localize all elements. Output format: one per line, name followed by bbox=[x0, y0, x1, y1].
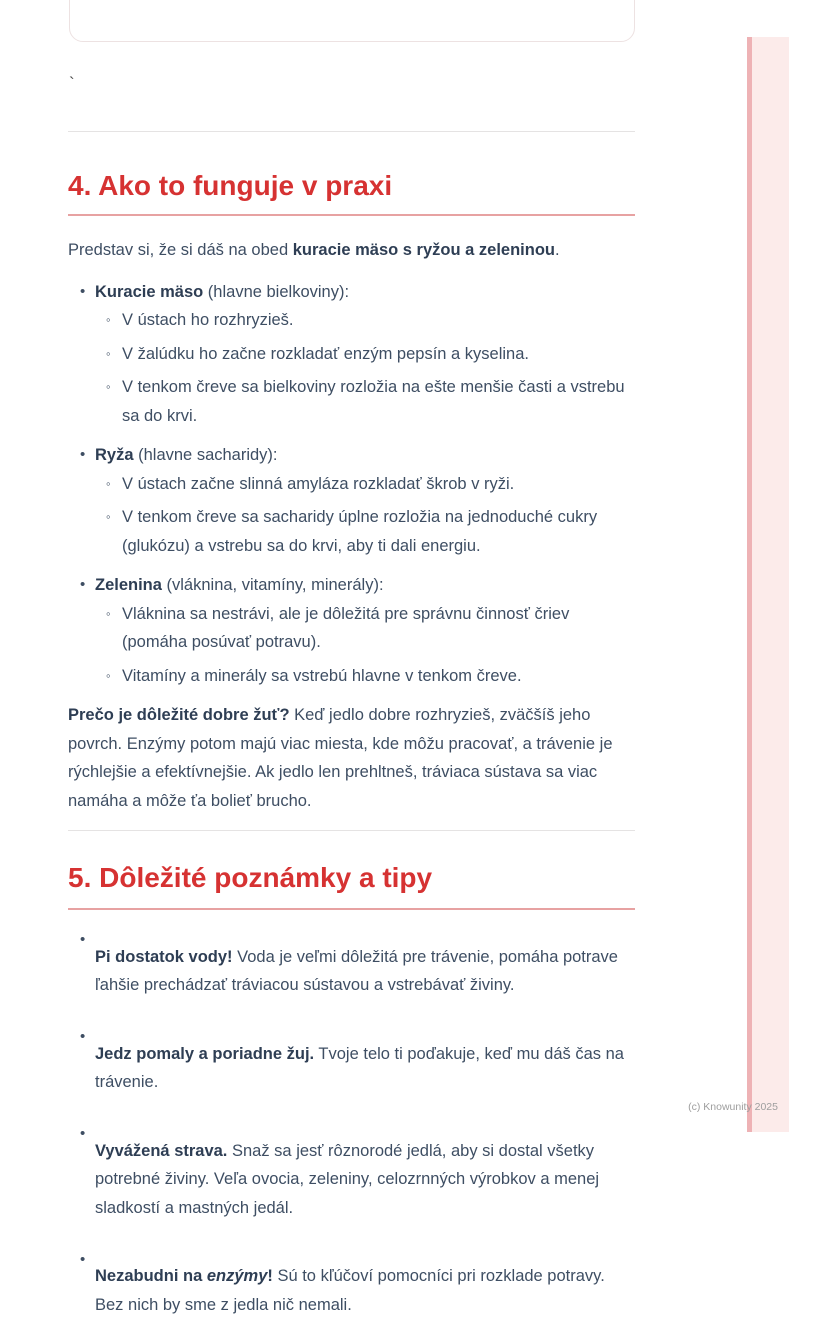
circle-bullet-icon: ◦ bbox=[106, 475, 111, 491]
tip-text: Sú to kľúčoví pomocníci pri rozklade potravy. Bez nich by sme z jedla nič nemali. bbox=[95, 1267, 605, 1314]
side-accent-bar bbox=[747, 37, 789, 1132]
circle-bullet-icon: ◦ bbox=[106, 509, 111, 524]
sub-item-text: V ústach ho rozhryzieš. bbox=[122, 311, 294, 329]
tip-text: Tvoje telo ti poďakuje, keď mu dáš čas na trávenie. bbox=[95, 1044, 624, 1091]
intro-text: Predstav si, že si dáš na obed bbox=[68, 241, 293, 259]
tip-text: Snaž sa jesť rôznorodé jedlá, aby si dostal všetky potrebné živiny. Veľa ovocia, zeleniny, celozrnných výrobkov a menej sladkostí a mastných jedál. bbox=[95, 1141, 600, 1217]
list-item bbox=[68, 1246, 635, 1336]
tip-bold-tail: ! bbox=[267, 1267, 273, 1285]
circle-bullet-icon: ◦ bbox=[106, 379, 111, 394]
section-4-heading: 4. Ako to funguje v praxi bbox=[68, 169, 635, 216]
sub-list-item bbox=[106, 340, 635, 369]
bullet-icon: • bbox=[80, 1125, 86, 1142]
sub-item-text: V tenkom čreve sa bielkoviny rozložia na ešte menšie časti a vstrebu sa do krvi. bbox=[122, 378, 625, 425]
tip-text: Voda je veľmi dôležitá pre trávenie, pomáha potrave ľahšie prechádzať tráviacou sústavou a vstrebávať živiny. bbox=[95, 947, 618, 994]
footer-credit: (c) Knowunity 2025 bbox=[688, 1101, 778, 1113]
list-item bbox=[68, 278, 635, 431]
content-column bbox=[68, 0, 635, 1343]
list-item bbox=[68, 1023, 635, 1113]
list-item bbox=[68, 571, 635, 690]
sub-item-text: V žalúdku ho začne rozkladať enzým pepsín a kyselina. bbox=[122, 344, 529, 363]
bullet-icon: • bbox=[80, 576, 86, 593]
sub-list-item bbox=[106, 600, 635, 657]
bullet-list bbox=[68, 278, 635, 691]
stray-backtick: ` bbox=[69, 74, 75, 93]
sub-item-text: V tenkom čreve sa sacharidy úplne rozložia na jednoduché cukry (glukózu) a vstrebu sa do krvi, aby ti dali energiu. bbox=[122, 508, 598, 555]
section-4-intro bbox=[68, 236, 635, 265]
item-lead-rest: (hlavne sacharidy): bbox=[133, 446, 278, 464]
item-lead-rest: (hlavne bielkoviny): bbox=[203, 282, 350, 301]
item-lead bbox=[68, 278, 635, 307]
sub-list bbox=[106, 306, 635, 430]
tip-bold: Jedz pomaly a poriadne žuj. bbox=[95, 1044, 315, 1063]
sub-list bbox=[106, 600, 635, 691]
item-lead bbox=[68, 441, 635, 470]
item-lead-rest: (vláknina, vitamíny, minerály): bbox=[161, 576, 384, 594]
bullet-icon: • bbox=[80, 1028, 86, 1045]
item-lead-bold: Kuracie mäso bbox=[95, 282, 204, 301]
tips-list bbox=[68, 926, 635, 1336]
bullet-icon: • bbox=[80, 1250, 86, 1268]
list-item bbox=[68, 441, 635, 560]
item-lead bbox=[68, 571, 635, 600]
item-lead-bold: Ryža bbox=[95, 446, 134, 464]
intro-bold-text: kuracie mäso s ryžou a zeleninou bbox=[292, 241, 555, 259]
list-item bbox=[68, 926, 635, 1016]
item-lead-bold: Zelenina bbox=[95, 576, 162, 594]
circle-bullet-icon: ◦ bbox=[106, 345, 111, 361]
tip-bold: Pi dostatok vody! bbox=[95, 947, 233, 966]
circle-bullet-icon: ◦ bbox=[106, 667, 111, 683]
sub-list-item bbox=[106, 470, 635, 499]
tip-bold-italic: enzýmy bbox=[206, 1267, 268, 1285]
sub-list-item bbox=[106, 662, 635, 691]
outro-bold-text: Prečo je dôležité dobre žuť? bbox=[68, 706, 290, 724]
sub-list bbox=[106, 470, 635, 561]
tip-bold: Vyvážená strava. bbox=[95, 1141, 228, 1160]
circle-bullet-icon: ◦ bbox=[106, 605, 111, 621]
sub-list-item bbox=[106, 373, 635, 430]
list-item bbox=[68, 1120, 635, 1239]
sub-item-text: Vláknina sa nestrávi, ale je dôležitá pre správnu činnosť čriev (pomáha posúvať potravu). bbox=[122, 604, 570, 651]
section-divider bbox=[68, 830, 635, 831]
section-5-heading: 5. Dôležité poznámky a tipy bbox=[68, 861, 635, 910]
outro-text: Keď jedlo dobre rozhryzieš, zväčšíš jeho povrch. Enzýmy potom majú viac miesta, kde môžu pracovať, a trávenie je rýchlejšie a efektívnejšie. Ak jedlo len prehltneš, tráviaca sústava sa viac namáha a môže ťa bolieť brucho. bbox=[68, 706, 613, 810]
bullet-icon: • bbox=[80, 282, 86, 300]
section-divider bbox=[68, 131, 635, 132]
intro-period: . bbox=[554, 241, 560, 259]
sub-list-item bbox=[106, 306, 635, 335]
circle-bullet-icon: ◦ bbox=[106, 312, 111, 327]
sub-item-text: V ústach začne slinná amyláza rozkladať škrob v ryži. bbox=[122, 474, 515, 493]
bullet-icon: • bbox=[80, 931, 86, 948]
bullet-icon: • bbox=[80, 446, 86, 463]
section-4-outro bbox=[68, 701, 635, 815]
tip-bold: Nezabudni na bbox=[95, 1267, 207, 1285]
sub-item-text: Vitamíny a minerály sa vstrebú hlavne v tenkom čreve. bbox=[122, 666, 522, 685]
sub-list-item bbox=[106, 503, 635, 560]
